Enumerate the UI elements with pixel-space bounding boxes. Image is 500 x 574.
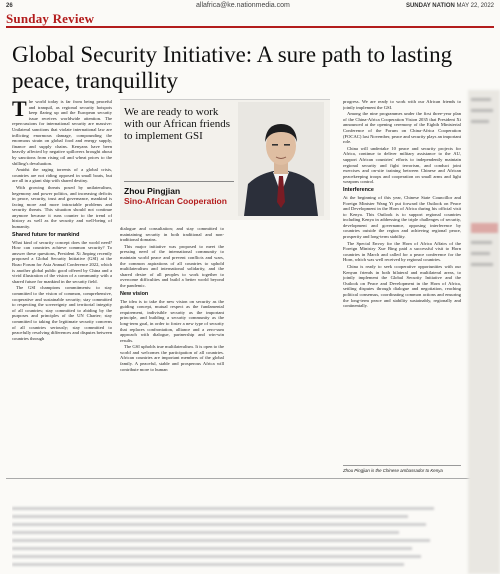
author-portrait	[238, 102, 324, 216]
subheading: Shared future for mankind	[12, 231, 80, 238]
section-title: Sunday Review	[6, 11, 95, 26]
paragraph: What kind of security concept does the world need? How can countries achieve common security? To answer these questions, President Xi Jinping recently proposed a Global Security Initiative (GSI) at the Boao Forum for Asia Annual Conference 2022, which is another global public good offered by China and a vivid illustration of the vision of a community with a shared future for mankind in the security field.	[12, 239, 112, 284]
blurred-line	[12, 555, 421, 558]
paragraph: With growing threats posed by unilateralism, hegemony and power politics, and increasing deficits in peace, security, trust and governance, mankind is facing more and more intractable problems and security threats. This situation should not continue anymore because it runs counter to the trend of history as well as the security and well-being of humanity.	[12, 184, 112, 230]
author-name: Zhou Pingjian	[124, 186, 181, 196]
paragraph: Among the nine programmes under the first three-year plan of the China-Africa Cooperation Vision 2035 that President Xi announced at the opening ceremony of the Eighth Ministerial Conference of the Forum on China-Africa Cooperation (FOCAC) last November, peace and security plays an important role.	[343, 111, 461, 145]
blurred-line	[471, 263, 493, 266]
blurred-accent	[471, 223, 498, 233]
blurred-heading	[12, 486, 452, 502]
headline: Global Security Initiative: A sure path to lasting peace, tranquillity	[12, 42, 453, 93]
blurred-line	[471, 252, 490, 255]
article-column-3	[343, 99, 461, 473]
pull-quote-box	[120, 99, 330, 220]
blurred-line	[12, 531, 399, 534]
divider	[6, 478, 476, 479]
article-column-2	[120, 226, 224, 473]
paragraph: China will undertake 10 peace and security projects for Africa, continue to deliver military assistance to the AU, support African countries' efforts to independently maintain regional security and fight terrorism, and conduct joint exercises and on-site training between Chinese and African peacekeeping troops and cooperation on small arms and light weapons control.	[343, 145, 461, 185]
pull-quote: We are ready to work with our African friends to implement GSI	[124, 106, 230, 142]
blurred-line	[12, 563, 404, 566]
blurred-adjacent-page	[468, 90, 500, 574]
blurred-line	[12, 547, 412, 550]
publication-date: MAY 22, 2022	[456, 3, 494, 9]
blurred-line	[12, 539, 430, 542]
author-footnote: Zhou Pingjian is the Chinese ambassador to Kenya	[343, 465, 461, 473]
paragraph: Amidst the raging torrents of a global crisis, countries are not riding opposed in small boats, but are all in a giant ship with shared destiny.	[12, 167, 112, 184]
portrait-image	[238, 102, 324, 216]
byline-rule	[124, 181, 234, 182]
page-number: 26	[6, 3, 13, 9]
paragraph: The idea is to take the new vision on security as the guiding concept, mutual respect as the fundamental requirement, indivisible security as the important principle, and building a security community as the long-term goal, in order to foster a new type of security that replaces confrontation, alliance and a zero-sum approach with dialogue, partnership and win-win results.	[120, 298, 224, 343]
subheading: New vision	[120, 290, 149, 297]
paragraph: The GSI champions commitments: to stay committed to the vision of common, comprehensive, cooperative and sustainable security; stay committed to respecting the sovereignty and territorial integrity of all countries; stay committed to abiding by the purposes and principles of the UN Charter; stay committed to taking the legitimate security concerns of all countries seriously; stay committed to peacefully resolving differences and disputes between countries through	[12, 285, 112, 341]
blurred-line	[471, 109, 493, 112]
section-bar	[6, 12, 494, 28]
blurred-line	[12, 507, 434, 510]
blurred-next-article	[12, 486, 452, 572]
byline	[124, 186, 234, 206]
header-url: allafrica@ke.nationmedia.com	[196, 2, 290, 9]
paragraph: China is ready to seek cooperative opportunities with our Kenyan friends in both bilateral and multilateral areas, to jointly implement the Global Security Initiative and the Outlook on Peace and Development in the Horn of Africa, settling disputes through dialogue and negotiation, reaching political consensus, coordinating common actions and ensuring the long-term peace and stability sustainably, regionally and continentally.	[343, 264, 461, 309]
author-affiliation: Sino-African Cooperation	[124, 196, 227, 206]
paragraph-text: he world today is far from being peaceful and tranquil, as regional security hotspots keep flaring up and the European security issue receives worldwide attention. The repercussions for international security are massive: Unilateral sanctions that violate international law are inflicting enormous damage, compounding the enormous strain on global food and energy supply, finance and supply chains. Kenyans have been heavily affected by negative spillovers brought about by sanctions from rising oil and wheat prices to the shilling's devaluation.	[12, 99, 112, 166]
publication-name: SUNDAY NATION	[405, 3, 455, 9]
paragraph: progress. We are ready to work with our African friends to jointly implement the GSI.	[343, 99, 461, 110]
subheading: Interference	[343, 186, 374, 193]
publication-info	[406, 3, 494, 9]
paragraph	[12, 99, 112, 166]
blurred-line	[12, 515, 408, 518]
paragraph: The Special Envoy for the Horn of Africa Affairs of the Foreign Ministry Xue Bing paid a successful visit to Horn countries in March and called for a peace conference for the Horn, which was well received by regional countries.	[343, 240, 461, 263]
blurred-line	[471, 241, 492, 244]
paragraph: dialogue and consultation; and stay committed to maintaining security in both traditional and non-traditional domains.	[120, 226, 224, 243]
blurred-line	[471, 120, 489, 123]
paragraph: At the beginning of this year, Chinese State Councillor and Foreign Minister Wang Yi put forward the Outlook on Peace and Development in the Horn of Africa during his official visit to Kenya. This Outlook is to support regional countries including Kenya in addressing the triple challenges of security, development and governance, opposing interference by countries outside the region and achieving regional peace, prosperity and long-term stability.	[343, 194, 461, 240]
article-column-1	[12, 99, 112, 473]
blurred-line	[471, 98, 491, 101]
paragraph: This major initiative was proposed to meet the pressing need of the international community to maintain world peace and prevent conflicts and wars, the common aspirations of all countries to uphold multilateralism and international solidarity, and the shared desire of all peoples to work together to overcome difficulties and build a better world beyond the pandemic.	[120, 243, 224, 288]
blurred-line	[12, 523, 426, 526]
drop-cap: T	[12, 99, 27, 121]
paragraph: The GSI upholds true multilateralism. It is open to the world and welcomes the participation of all countries. African countries are important members of the global family. A peaceful, stable and prosperous Africa will contribute more to human	[120, 344, 224, 372]
